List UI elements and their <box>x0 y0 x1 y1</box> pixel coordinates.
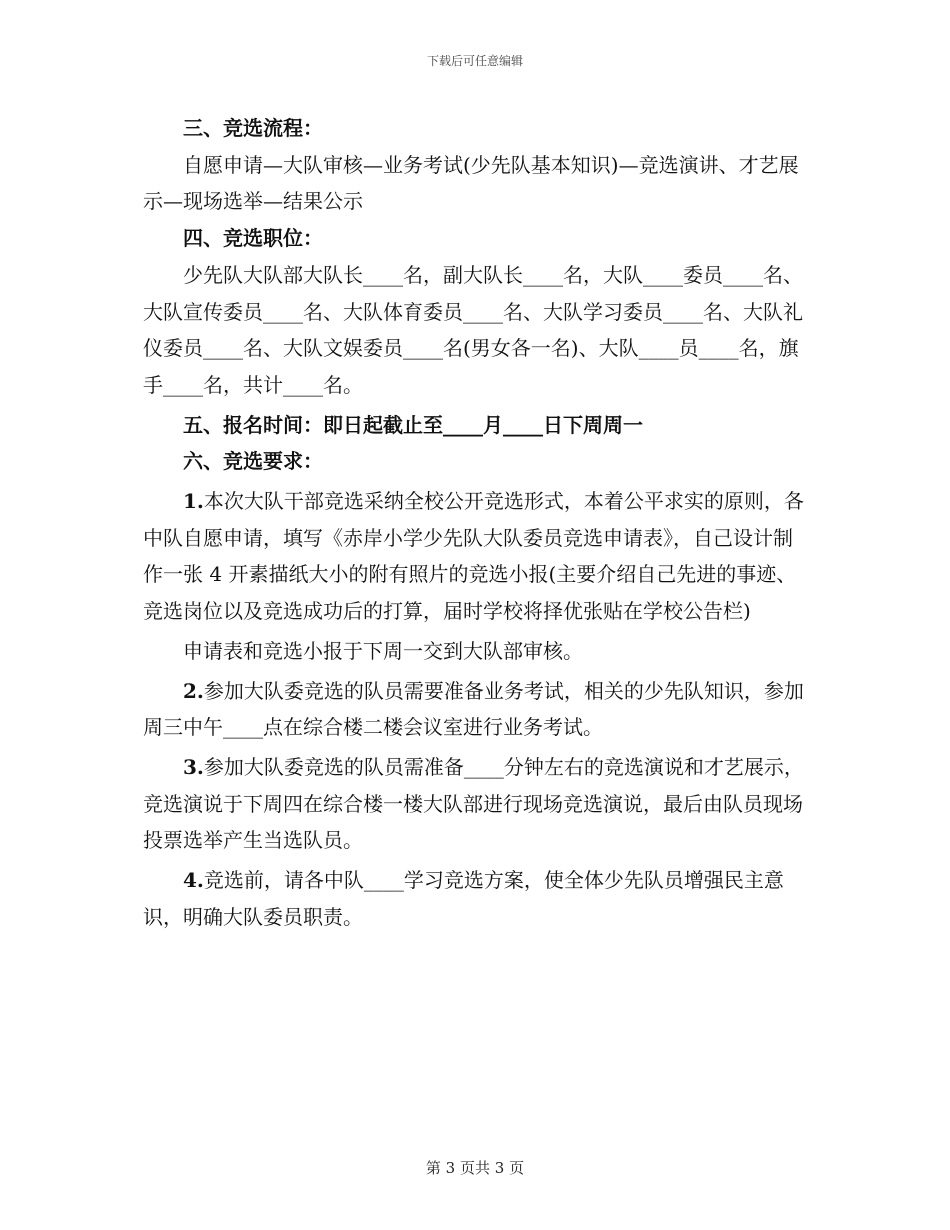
section-3-title: 三、竞选流程： <box>183 116 323 140</box>
requirement-item-1 <box>143 483 808 630</box>
page-header: 下载后可任意编辑 <box>426 54 523 68</box>
item-3-number: 3. <box>183 754 204 779</box>
item-2-number: 2. <box>183 678 204 703</box>
item-4-number: 4. <box>183 868 204 893</box>
item-3-text: 参加大队委竞选的队员需准备____分钟左右的竞选演说和才艺展示，竞选演说于下周四在综合楼一楼大队部进行现场竞选演说，最后由队员现场投票选举产生当选队员。 <box>143 754 804 853</box>
item-4-text: 竞选前，请各中队____学习竞选方案，使全体少先队员增强民主意识，明确大队委员职责。 <box>143 868 784 929</box>
item-1-number: 1. <box>183 489 204 514</box>
section-6-title: 六、竞选要求： <box>183 449 323 474</box>
requirement-item-3 <box>143 749 808 859</box>
section-4-title: 四、竞选职位： <box>183 226 323 251</box>
requirement-item-2 <box>143 673 808 746</box>
item-1-text: 本次大队干部竞选采纳全校公开竞选形式，本着公平求实的原则，各中队自愿申请，填写《赤岸小学少先队大队委员竞选申请表》，自己设计制作一张 4 开素描纸大小的附有照片的竞选小报(主要介绍自己先进的事迹、竞选岗位以及竞选成功后的打算，届时学校将择优张贴在学校公告栏) <box>143 489 804 624</box>
requirement-item-4 <box>143 862 808 935</box>
document-body <box>143 110 808 935</box>
requirement-item-1-extra: 申请表和竞选小报于下周一交到大队部审核。 <box>183 638 583 663</box>
item-2-text: 参加大队委竞选的队员需要准备业务考试，相关的少先队知识，参加周三中午____点在综合楼二楼会议室进行业务考试。 <box>143 678 804 740</box>
section-4-body: 少先队大队部大队长____名，副大队长____名，大队____委员____名、大队宣传委员____名、大队体育委员____名、大队学习委员____名、大队礼仪委员____名、大队文娱委员____名(男女各一名)、大队____员____名，旗手____名，共计____名。 <box>143 262 803 397</box>
page-footer: 第 3 页共 3 页 <box>425 1159 525 1177</box>
section-5-title: 五、报名时间：即日起截止至____月____日下周周一 <box>183 412 643 437</box>
section-3-body: 自愿申请—大队审核—业务考试(少先队基本知识)—竞选演讲、才艺展示—现场选举—结果公示 <box>143 152 799 214</box>
